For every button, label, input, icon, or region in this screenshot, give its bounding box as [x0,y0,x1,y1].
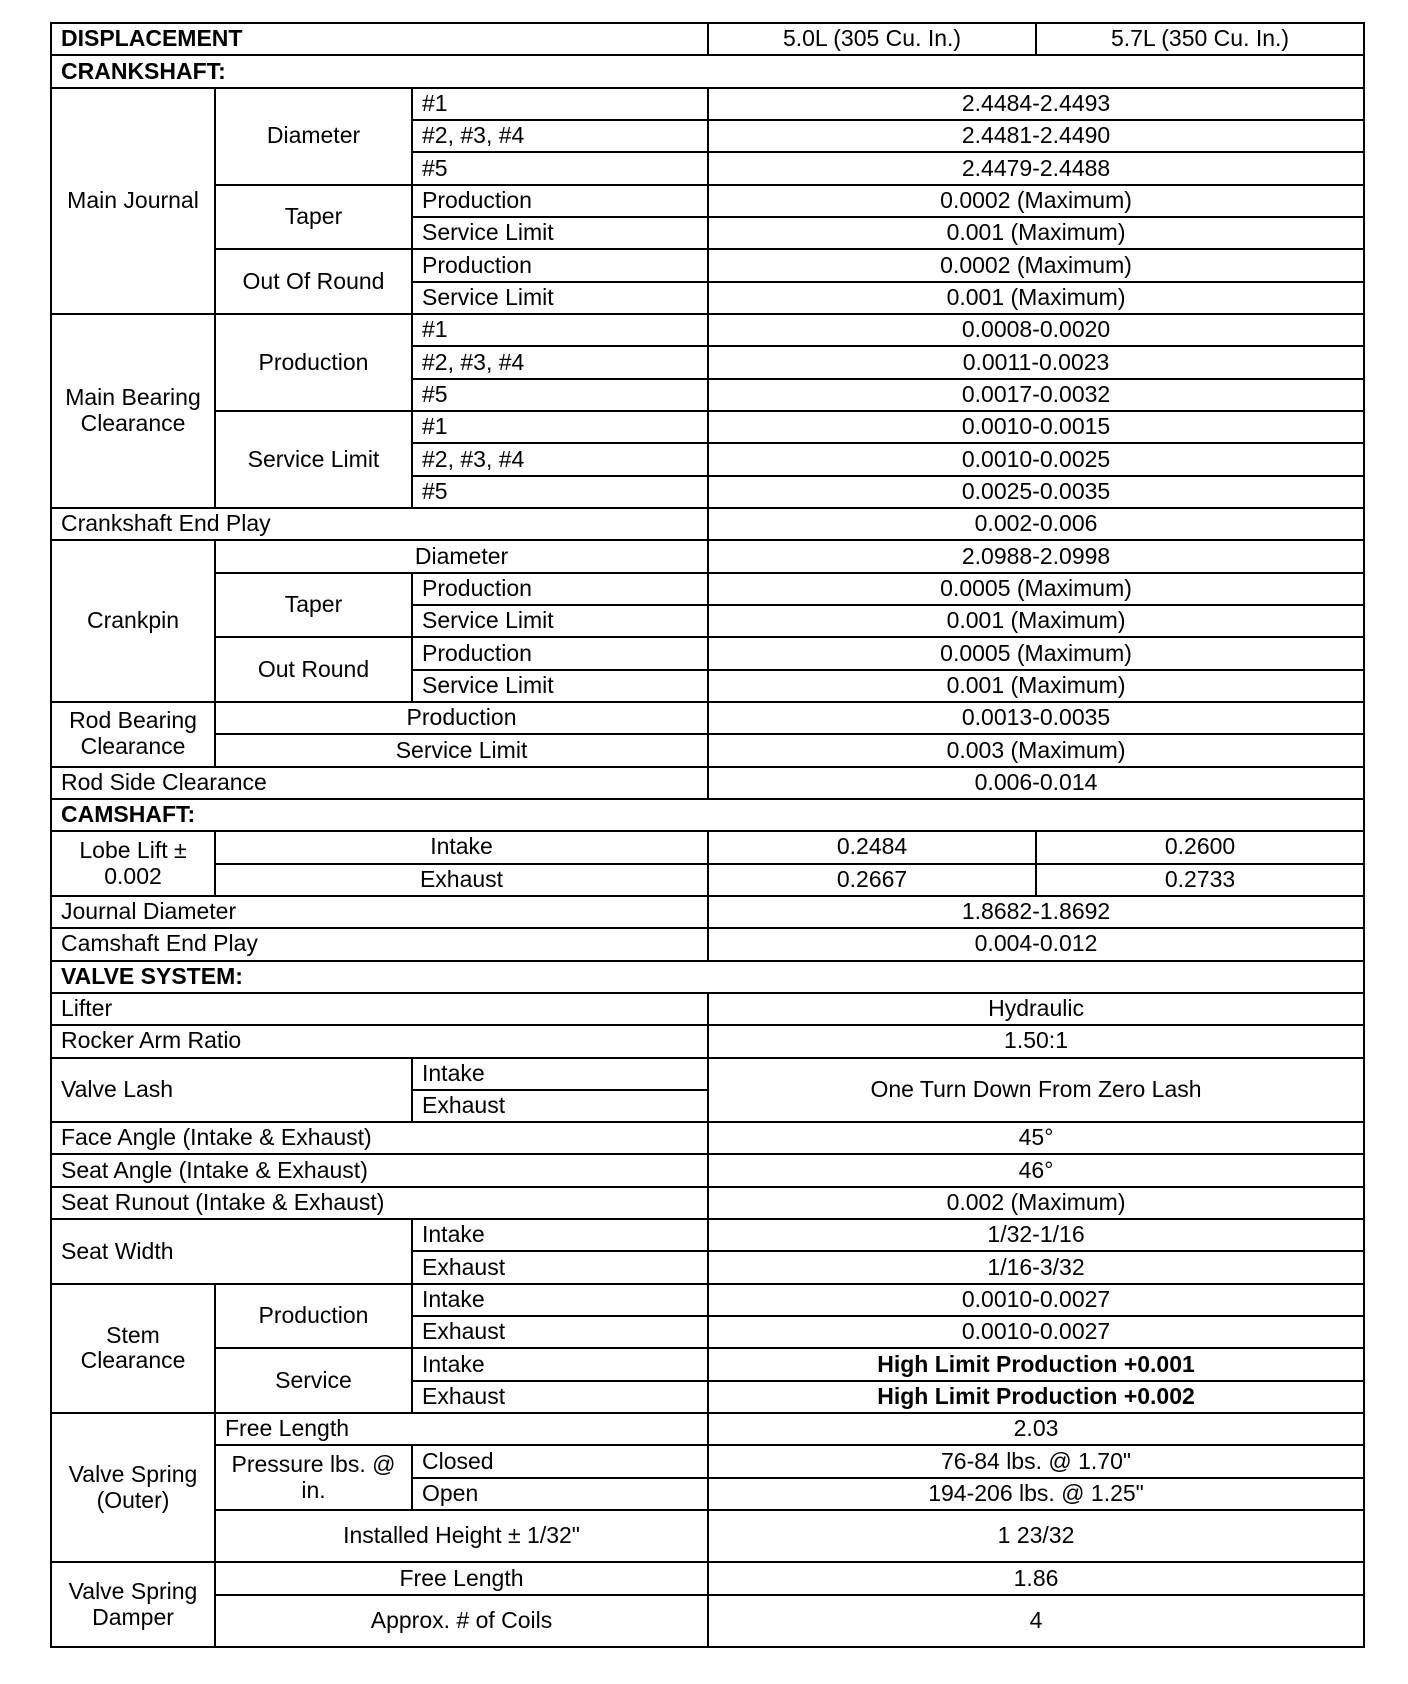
spring-installed-value: 1 23/32 [708,1510,1364,1562]
cam-end-play-label: Camshaft End Play [51,928,708,960]
spring-open: Open [412,1478,708,1510]
lash-exhaust: Exhaust [412,1090,708,1122]
lash-value: One Turn Down From Zero Lash [708,1058,1364,1123]
lobe-intake-5-7: 0.2600 [1036,831,1364,863]
seat-angle-label: Seat Angle (Intake & Exhaust) [51,1154,708,1186]
spring-installed: Installed Height ± 1/32" [215,1510,708,1562]
mb-s1-value: 0.0010-0.0015 [708,411,1364,443]
mj-d2-value: 2.4481-2.4490 [708,120,1364,152]
stem-s-exhaust-value: High Limit Production +0.002 [708,1381,1364,1413]
damper-coils: Approx. # of Coils [215,1595,708,1647]
seat-angle-value: 46° [708,1154,1364,1186]
mj-oor-label: Out Of Round [215,249,412,314]
spring-closed-value: 76-84 lbs. @ 1.70" [708,1445,1364,1477]
damper-coils-value: 4 [708,1595,1364,1647]
mj-d1: #1 [412,88,708,120]
spring-label: Valve Spring (Outer) [51,1413,215,1562]
face-angle-value: 45° [708,1122,1364,1154]
cam-journal-value: 1.8682-1.8692 [708,896,1364,928]
mb-p2: #2, #3, #4 [412,346,708,378]
col-5-7l: 5.7L (350 Cu. In.) [1036,23,1364,55]
cp-taper-svc-value: 0.001 (Maximum) [708,605,1364,637]
cam-end-play-value: 0.004-0.012 [708,928,1364,960]
mj-taper-prod-value: 0.0002 (Maximum) [708,185,1364,217]
rocker-value: 1.50:1 [708,1025,1364,1057]
mb-p5: #5 [412,379,708,411]
damper-label: Valve Spring Damper [51,1562,215,1647]
spring-free: Free Length [215,1413,708,1445]
spring-free-value: 2.03 [708,1413,1364,1445]
displacement-label: DISPLACEMENT [51,23,708,55]
lobe-exhaust-5-0: 0.2667 [708,864,1036,896]
cp-taper-svc: Service Limit [412,605,708,637]
mj-oor-prod: Production [412,249,708,281]
section-camshaft: CAMSHAFT: [51,799,1364,831]
stem-p-exhaust-value: 0.0010-0.0027 [708,1316,1364,1348]
spring-closed: Closed [412,1445,708,1477]
seat-runout-value: 0.002 (Maximum) [708,1187,1364,1219]
cam-journal-label: Journal Diameter [51,896,708,928]
mj-d5-value: 2.4479-2.4488 [708,152,1364,184]
seat-width-label: Seat Width [51,1219,412,1284]
lobe-intake-5-0: 0.2484 [708,831,1036,863]
stem-label: Stem Clearance [51,1284,215,1413]
cp-taper-label: Taper [215,573,412,638]
mj-d1-value: 2.4484-2.4493 [708,88,1364,120]
cp-taper-prod-value: 0.0005 (Maximum) [708,573,1364,605]
cp-oor-svc-value: 0.001 (Maximum) [708,670,1364,702]
stem-p-intake: Intake [412,1284,708,1316]
mb-p1-value: 0.0008-0.0020 [708,314,1364,346]
crankpin-label: Crankpin [51,540,215,702]
stem-production: Production [215,1284,412,1349]
face-angle-label: Face Angle (Intake & Exhaust) [51,1122,708,1154]
header-row [51,23,1364,55]
cp-oor-svc: Service Limit [412,670,708,702]
cp-diameter-label: Diameter [215,540,708,572]
cp-diameter-value: 2.0988-2.0998 [708,540,1364,572]
mj-oor-svc-value: 0.001 (Maximum) [708,282,1364,314]
lobe-exhaust-5-7: 0.2733 [1036,864,1364,896]
crank-end-play-value: 0.002-0.006 [708,508,1364,540]
mb-p1: #1 [412,314,708,346]
mj-taper-label: Taper [215,185,412,250]
mj-oor-prod-value: 0.0002 (Maximum) [708,249,1364,281]
lobe-exhaust: Exhaust [215,864,708,896]
rb-service: Service Limit [215,734,708,766]
stem-p-exhaust: Exhaust [412,1316,708,1348]
section-valve: VALVE SYSTEM: [51,961,1364,993]
stem-s-intake-value: High Limit Production +0.001 [708,1348,1364,1380]
lifter-value: Hydraulic [708,993,1364,1025]
mb-p5-value: 0.0017-0.0032 [708,379,1364,411]
damper-free: Free Length [215,1562,708,1595]
stem-s-exhaust: Exhaust [412,1381,708,1413]
spec-table [50,22,1365,1648]
mj-diameter-label: Diameter [215,88,412,185]
main-bearing-label: Main Bearing Clearance [51,314,215,508]
cp-oor-prod: Production [412,637,708,669]
seat-width-intake-value: 1/32-1/16 [708,1219,1364,1251]
lobe-lift-label: Lobe Lift ± 0.002 [51,831,215,896]
mb-p2-value: 0.0011-0.0023 [708,346,1364,378]
section-crankshaft: CRANKSHAFT: [51,55,1364,87]
spring-open-value: 194-206 lbs. @ 1.25" [708,1478,1364,1510]
stem-p-intake-value: 0.0010-0.0027 [708,1284,1364,1316]
cp-oor-prod-value: 0.0005 (Maximum) [708,637,1364,669]
mj-d5: #5 [412,152,708,184]
mb-s5: #5 [412,476,708,508]
seat-width-exhaust-value: 1/16-3/32 [708,1251,1364,1283]
stem-service: Service [215,1348,412,1413]
mj-taper-prod: Production [412,185,708,217]
lobe-intake: Intake [215,831,708,863]
rb-production-value: 0.0013-0.0035 [708,702,1364,734]
mb-s1: #1 [412,411,708,443]
cp-taper-prod: Production [412,573,708,605]
damper-free-value: 1.86 [708,1562,1364,1595]
mb-service-label: Service Limit [215,411,412,508]
mj-taper-svc-value: 0.001 (Maximum) [708,217,1364,249]
seat-width-exhaust: Exhaust [412,1251,708,1283]
crank-end-play-label: Crankshaft End Play [51,508,708,540]
lash-label: Valve Lash [51,1058,412,1123]
mb-s5-value: 0.0025-0.0035 [708,476,1364,508]
stem-s-intake: Intake [412,1348,708,1380]
spring-pressure: Pressure lbs. @ in. [215,1445,412,1510]
mb-s2-value: 0.0010-0.0025 [708,443,1364,475]
main-journal-label: Main Journal [51,88,215,314]
mb-s2: #2, #3, #4 [412,443,708,475]
rod-side-label: Rod Side Clearance [51,767,708,799]
rod-side-value: 0.006-0.014 [708,767,1364,799]
cp-oor-label: Out Round [215,637,412,702]
rb-service-value: 0.003 (Maximum) [708,734,1364,766]
col-5-0l: 5.0L (305 Cu. In.) [708,23,1036,55]
lash-intake: Intake [412,1058,708,1090]
seat-width-intake: Intake [412,1219,708,1251]
lifter-label: Lifter [51,993,708,1025]
rod-bearing-label: Rod Bearing Clearance [51,702,215,767]
mj-oor-svc: Service Limit [412,282,708,314]
mj-taper-svc: Service Limit [412,217,708,249]
rb-production: Production [215,702,708,734]
mj-d2: #2, #3, #4 [412,120,708,152]
rocker-label: Rocker Arm Ratio [51,1025,708,1057]
seat-runout-label: Seat Runout (Intake & Exhaust) [51,1187,708,1219]
mb-production-label: Production [215,314,412,411]
